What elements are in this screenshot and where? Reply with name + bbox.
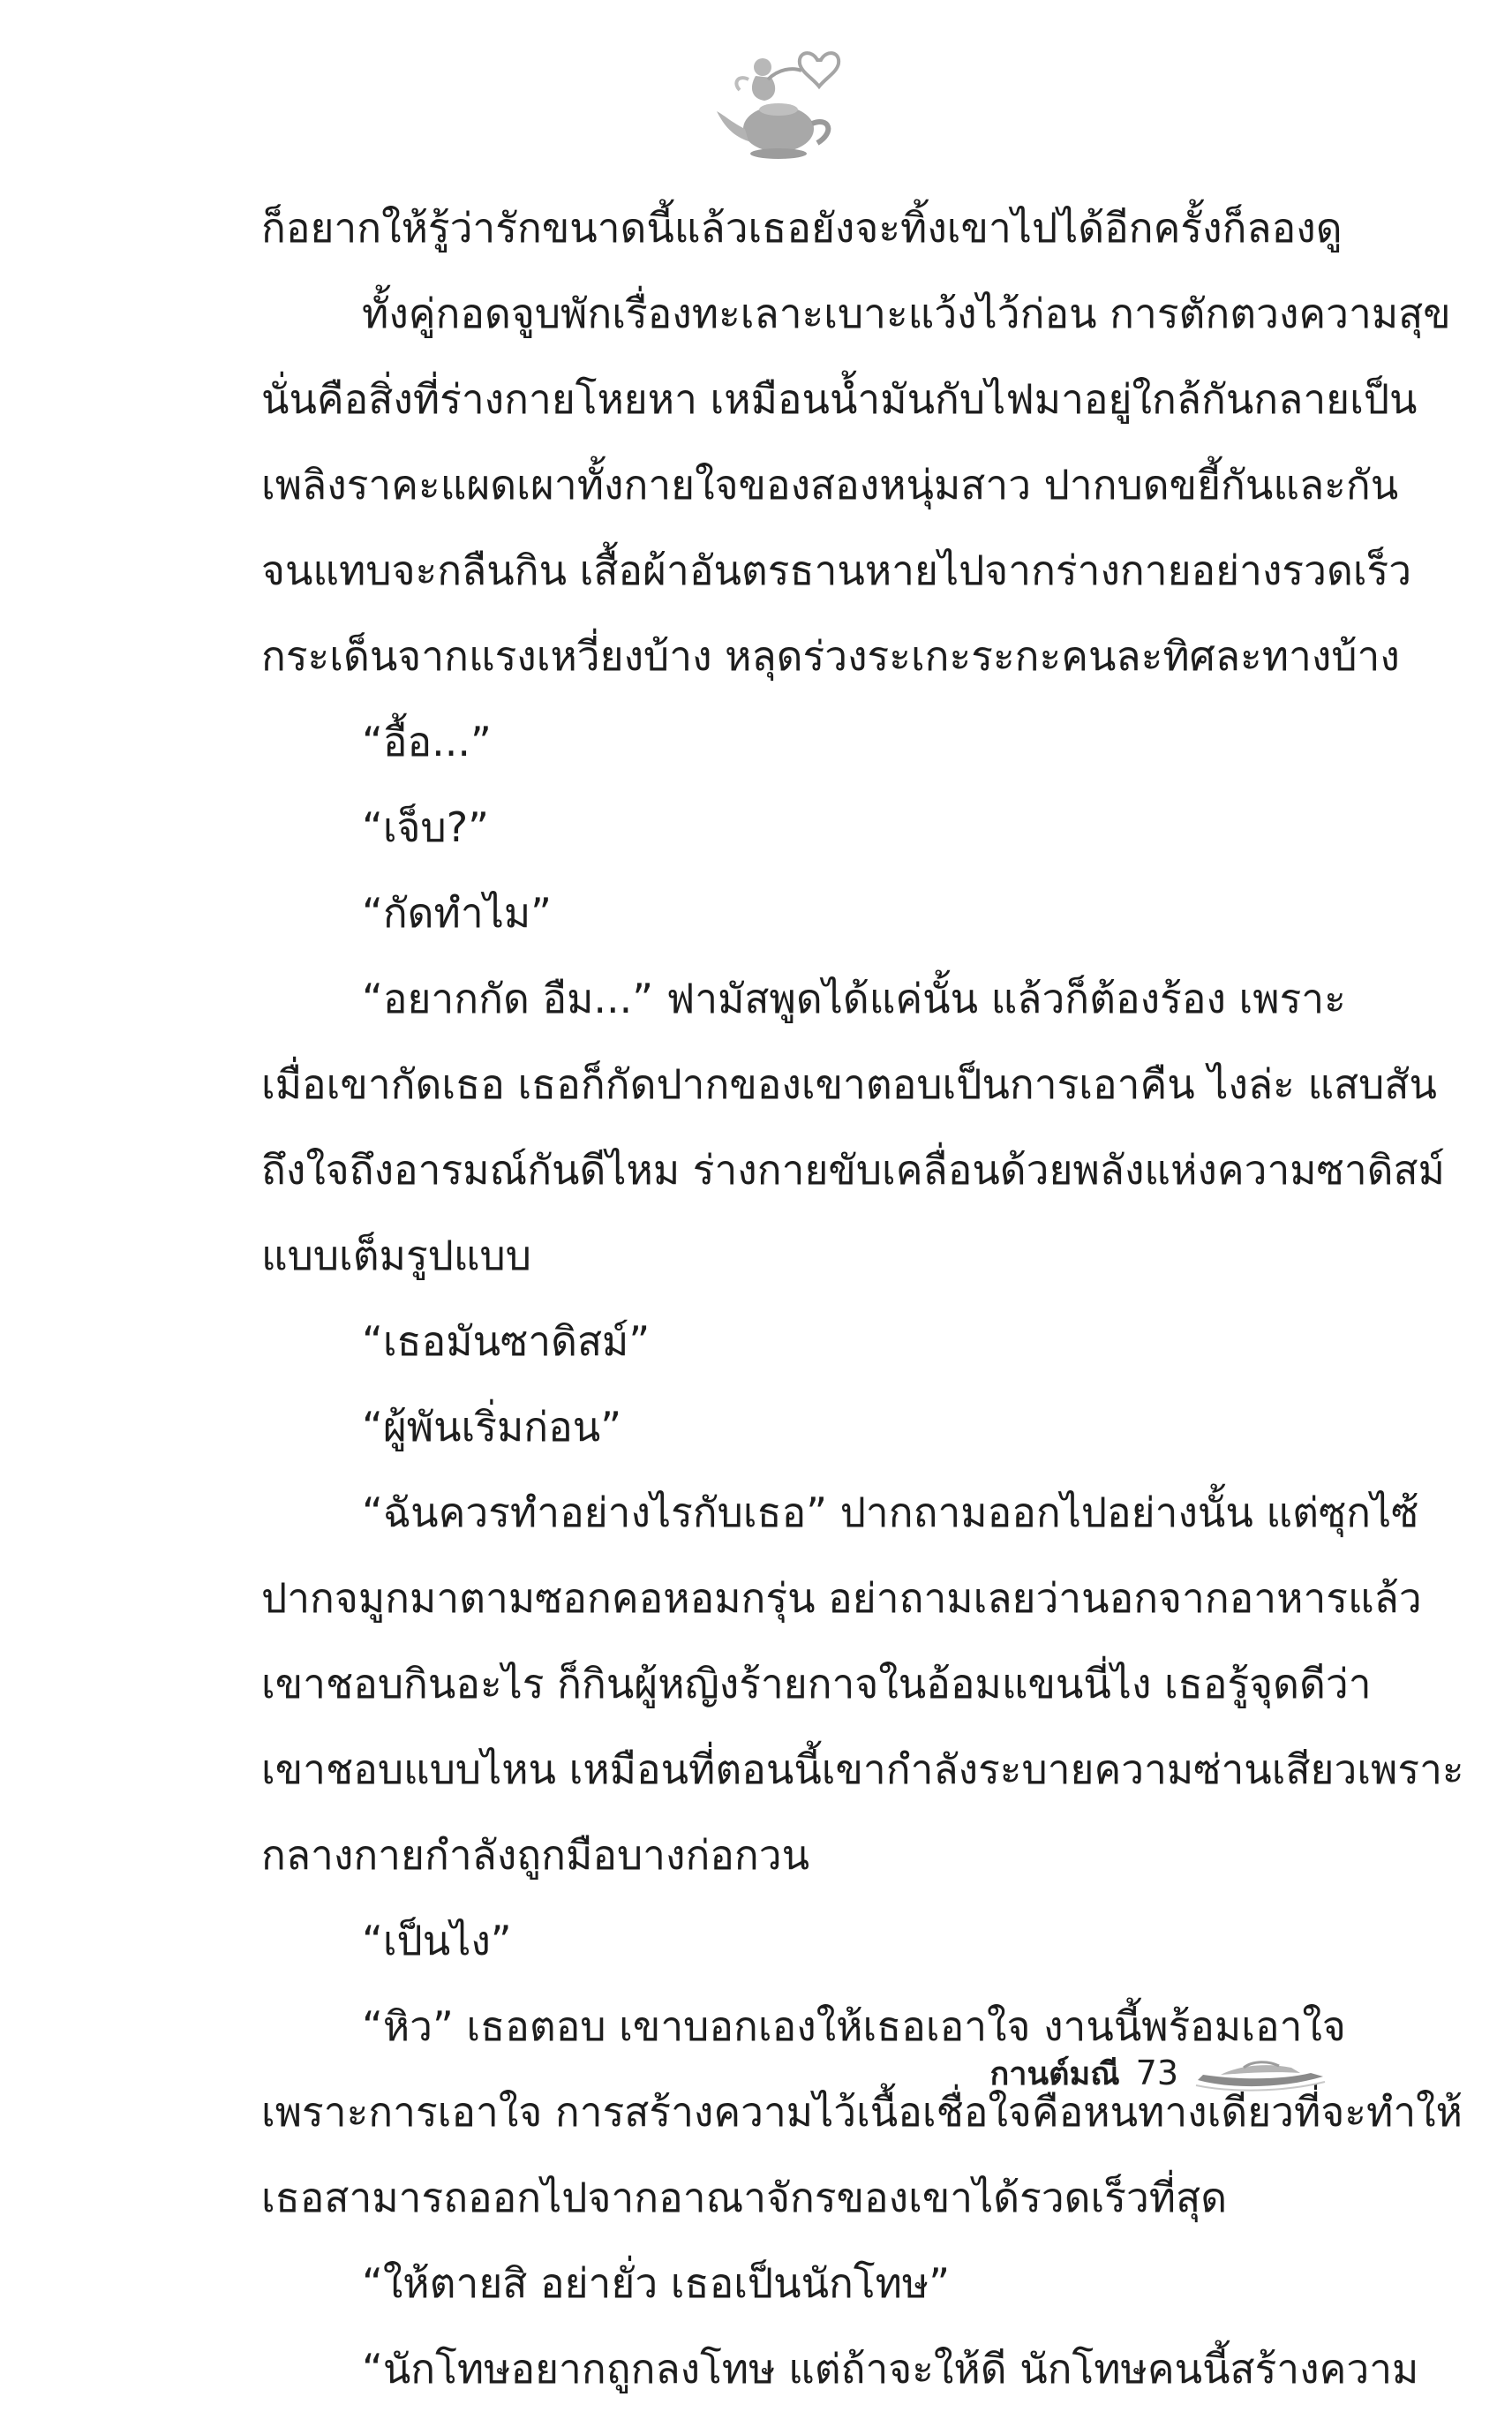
text-line: จนแทบจะกลืนกิน เสื้อผ้าอันตรธานหายไปจากร่างกายอย่างรวดเร็ว: [261, 546, 1412, 594]
text-line: “หิว” เธอตอบ เขาบอกเองให้เธอเอาใจ งานนี้พร้อมเอาใจ: [362, 2002, 1346, 2050]
speedboat-icon: [1194, 2054, 1327, 2092]
page-number: 73: [1135, 2054, 1178, 2092]
text-line: เพลิงราคะแผดเผาทั้งกายใจของสองหนุ่มสาว ปากบดขยี้กันและกัน: [261, 461, 1399, 509]
text-line: “เจ็บ?”: [362, 803, 489, 851]
text-line: “นักโทษอยากถูกลงโทษ แต่ถ้าจะให้ดี นักโทษคนนี้สร้างความ: [362, 2345, 1419, 2393]
text-line: แบบเต็มรูปแบบ: [261, 1232, 531, 1279]
text-line: เขาชอบแบบไหน เหมือนที่ตอนนี้เขากำลังระบายความซ่านเสียวเพราะ: [261, 1745, 1464, 1793]
text-line: “เป็นไง”: [362, 1917, 512, 1964]
text-line: เธอสามารถออกไปจากอาณาจักรของเขาได้รวดเร็วที่สุด: [261, 2174, 1228, 2221]
text-line: นั่นคือสิ่งที่ร่างกายโหยหา เหมือนน้ำมันกับไฟมาอยู่ใกล้กันกลายเป็น: [261, 375, 1418, 423]
text-line: “ฉันควรทำอย่างไรกับเธอ” ปากถามออกไปอย่างนั้น แต่ซุกไซ้: [362, 1489, 1419, 1536]
text-line: ปากจมูกมาตามซอกคอหอมกรุ่น อย่าถามเลยว่านอกจากอาหารแล้ว: [261, 1574, 1422, 1622]
text-line: ทั้งคู่กอดจูบพักเรื่องทะเลาะเบาะแว้งไว้ก่อน การตักตวงความสุข: [362, 290, 1451, 337]
text-line: เมื่อเขากัดเธอ เธอก็กัดปากของเขาตอบเป็นการเอาคืน ไงล่ะ แสบสัน: [261, 1060, 1437, 1108]
text-line: กระเด็นจากแรงเหวี่ยงบ้าง หลุดร่วงระเกะระกะคนละทิศละทางบ้าง: [261, 632, 1400, 680]
text-line: ถึงใจถึงอารมณ์กันดีไหม ร่างกายขับเคลื่อนด้วยพลังแห่งความซาดิสม์: [261, 1146, 1445, 1194]
page-footer: [990, 2046, 1328, 2099]
book-title: กานต์มณี: [989, 2055, 1120, 2092]
text-line: “กัดทำไม”: [362, 889, 552, 937]
text-line: “อื้อ...”: [362, 718, 492, 765]
text-line: เขาชอบกินอะไร ก็กินผู้หญิงร้ายกาจในอ้อมแขนนี่ไง เธอรู้จุดดีว่า: [261, 1660, 1372, 1707]
text-line: กลางกายกำลังถูกมือบางก่อกวน: [261, 1831, 810, 1879]
text-line: เพราะการเอาใจ การสร้างความไว้เนื้อเชื่อใจคือหนทางเดียวที่จะทำให้: [261, 2088, 1463, 2136]
text-line: “อยากกัด อืม...” ฟามัสพูดได้แค่นั้น แล้วก็ต้องร้อง เพราะ: [362, 975, 1346, 1022]
text-line: “ให้ตายสิ อย่ายั่ว เธอเป็นนักโทษ”: [362, 2259, 951, 2307]
text-line: “ผู้พันเริ่มก่อน”: [362, 1403, 622, 1451]
text-line: “เธอมันซาดิสม์”: [362, 1317, 651, 1365]
teapot-cupid-ornament-icon: [713, 44, 854, 168]
text-line: ก็อยากให้รู้ว่ารักขนาดนี้แล้วเธอยังจะทิ้งเขาไปได้อีกครั้งก็ลองดู: [261, 204, 1343, 252]
